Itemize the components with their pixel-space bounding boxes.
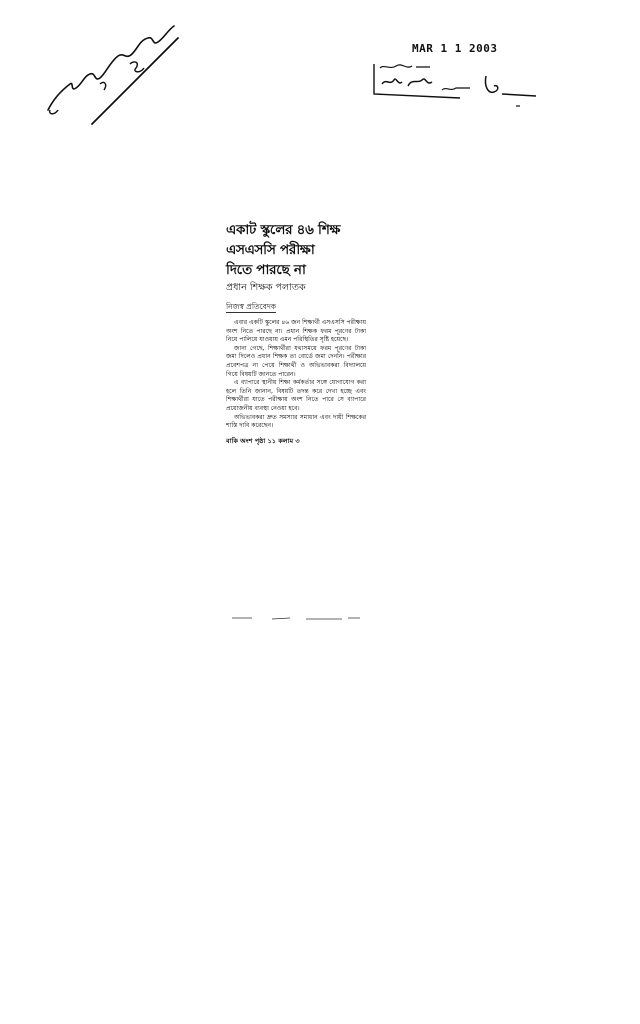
headline-line-1: একাট স্কুলের ৪৬ শিক্ষ xyxy=(226,222,341,238)
article-paragraph: জানা গেছে, শিক্ষার্থীরা যথাসময়ে ফরম পূরণের টাকা জমা দিলেও প্রধান শিক্ষক তা বোর্ডে জমা দেননি। পরীক্ষার প্রবেশপত্র না পেয়ে শিক্ষার্থী ও অভিভাবকরা বিদ্যালয়ে গিয়ে বিষয়টি জানতে পারেন। xyxy=(226,344,366,378)
archive-stamp xyxy=(360,40,540,130)
headline xyxy=(226,220,366,280)
headline-line-2: এসএসসি পরীক্ষা xyxy=(226,242,315,258)
article-paragraph: অভিভাবকরা দ্রুত সমস্যার সমাধান এবং দায়ী শিক্ষকের শাস্তি দাবি করেছেন। xyxy=(226,413,366,430)
clipping-bottom-rule xyxy=(232,606,362,612)
handwritten-signature xyxy=(40,10,190,130)
news-clipping xyxy=(226,220,366,446)
article-paragraph: এ ব্যাপারে স্থানীয় শিক্ষা কর্মকর্তার সঙ্গে যোগাযোগ করা হলে তিনি জানান, বিষয়টি তদন্ত করে দেখা হচ্ছে এবং শিক্ষার্থীরা যাতে পরীক্ষায় অংশ নিতে পারে সে ব্যাপারে প্রয়োজনীয় ব্যবস্থা নেওয়া হবে। xyxy=(226,379,366,412)
headline-line-3: দিতে পারছে না xyxy=(226,262,306,278)
byline: নিজস্ব প্রতিবেদক xyxy=(226,302,277,311)
subheadline: প্রধান শিক্ষক পলাতক xyxy=(226,282,306,293)
article-body xyxy=(226,319,366,431)
article-paragraph: এবার একটি স্কুলের ৪৬ জন শিক্ষার্থী এসএসসি পরীক্ষায় অংশ নিতে পারছে না। প্রধান শিক্ষক ফরম পূরণের টাকা নিয়ে পালিয়ে যাওয়ায় এমন পরিস্থিতির সৃষ্টি হয়েছে। xyxy=(226,319,366,344)
continuation-note: বাকি অংশ পৃষ্ঠা ১১ কলাম ৩ xyxy=(226,436,300,445)
stamp-date: MAR 1 1 2003 xyxy=(412,42,498,55)
